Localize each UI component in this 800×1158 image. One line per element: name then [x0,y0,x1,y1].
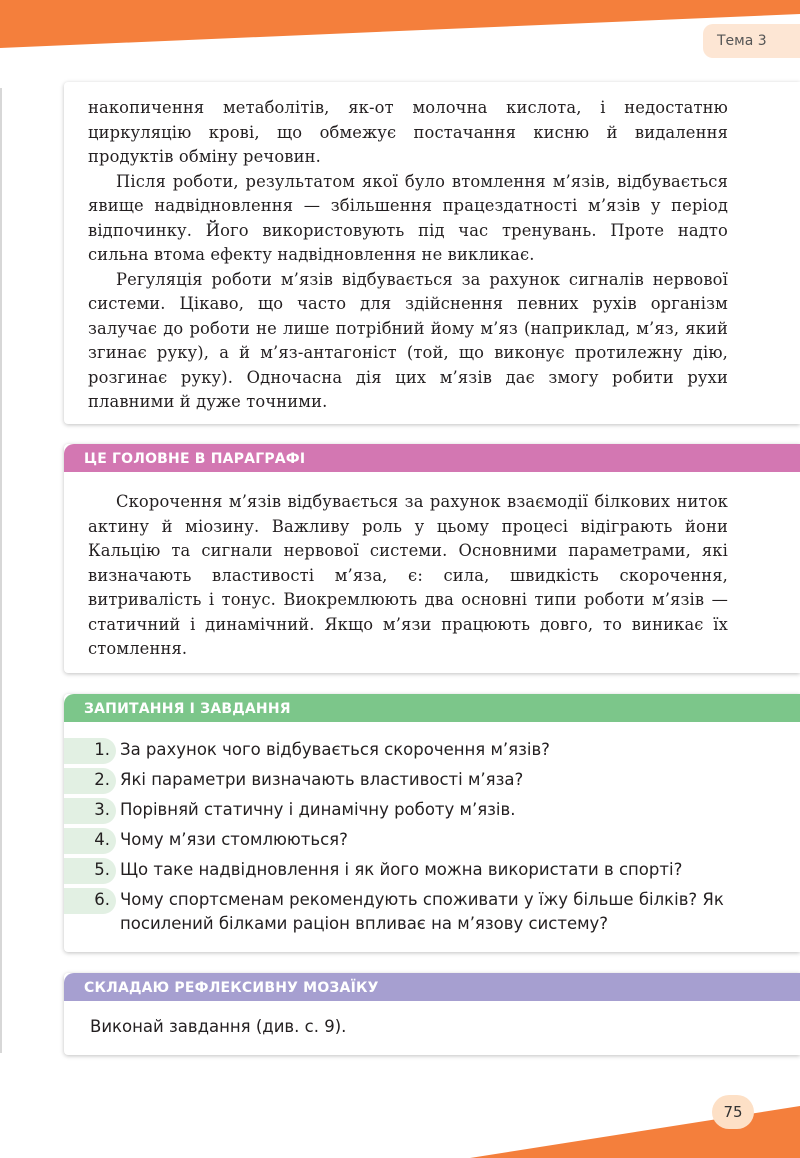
question-number: 5. [94,860,110,879]
question-text: Які параметри визначають властивості м’яза? [120,770,524,789]
question-number: 1. [94,740,110,759]
reflection-header: СКЛАДАЮ РЕФЛЕКСИВНУ МОЗАЇКУ [64,973,800,1001]
question-text: Що таке надвідновлення і як його можна використати в спорті? [120,860,683,879]
top-decorative-band [0,0,800,60]
question-number: 3. [94,800,110,819]
intro-paragraph: Після роботи, результатом якої було втомлення м’язів, відбувається явище надвідновлення — збільшення працездатності м’язів у період відпочинку. Його використовують під час тренувань. Проте надто сильна втома ефекту надвідновлення не викликає. [88,171,728,264]
summary-text: Скорочення м’язів відбувається за рахунок взаємодії білкових ниток актину й міозину. Важливу роль у цьому процесі відіграють йони Кальцію та сигнали нервової системи. Основними параметрами, які визначають властивості м’яза, є: сила, швидкість скорочення, витривалість і тонус. Виокремлюють два основні типи роботи м’язів — статичний і динамічний. Якщо м’язи працюють довго, то виникає їх стомлення. [88,492,728,658]
question-item [64,888,800,936]
intro-card [64,82,800,424]
theme-label: Тема 3 [703,24,800,58]
question-text: За рахунок чого відбувається скорочення м’язів? [120,740,550,759]
question-item [64,738,800,762]
question-number: 2. [94,770,110,789]
question-item [64,858,800,882]
question-item [64,828,800,852]
question-number: 4. [94,830,110,849]
summary-header: ЦЕ ГОЛОВНЕ В ПАРАГРАФІ [64,444,800,472]
question-item [64,798,800,822]
question-list [64,738,800,936]
question-number: 6. [94,890,110,909]
reflection-text: Виконай завдання (див. с. 9). [90,1017,347,1036]
questions-card [64,694,800,952]
intro-paragraph: накопичення метаболітів, як-от молочна кислота, і недостатню циркуляцію крові, що обмежує постачання кисню й видалення продуктів обміну речовин. [88,98,728,166]
bottom-decorative-band [0,1088,800,1158]
left-margin-line [0,88,2,1053]
intro-paragraph: Регуляція роботи м’язів відбувається за рахунок сигналів нервової системи. Цікаво, що часто для здійснення певних рухів організм залучає до роботи не лише потрібний йому м’яз (наприклад, м’яз, який згинає руку), а й м’яз-антагоніст (той, що виконує протилежну дію, розгинає руку). Одночасна дія цих м’язів дає змогу робити рухи плавними й дуже точними. [88,269,728,411]
page-number: 75 [712,1095,754,1129]
question-text: Порівняй статичну і динамічну роботу м’язів. [120,800,516,819]
questions-header: ЗАПИТАННЯ І ЗАВДАННЯ [64,694,800,722]
question-text: Чому м’язи стомлюються? [120,830,348,849]
summary-card [64,444,800,673]
question-text: Чому спортсменам рекомендують споживати у їжу більше білків? Як посилений білками раціон впливає на м’язову систему? [120,890,724,933]
question-item [64,768,800,792]
